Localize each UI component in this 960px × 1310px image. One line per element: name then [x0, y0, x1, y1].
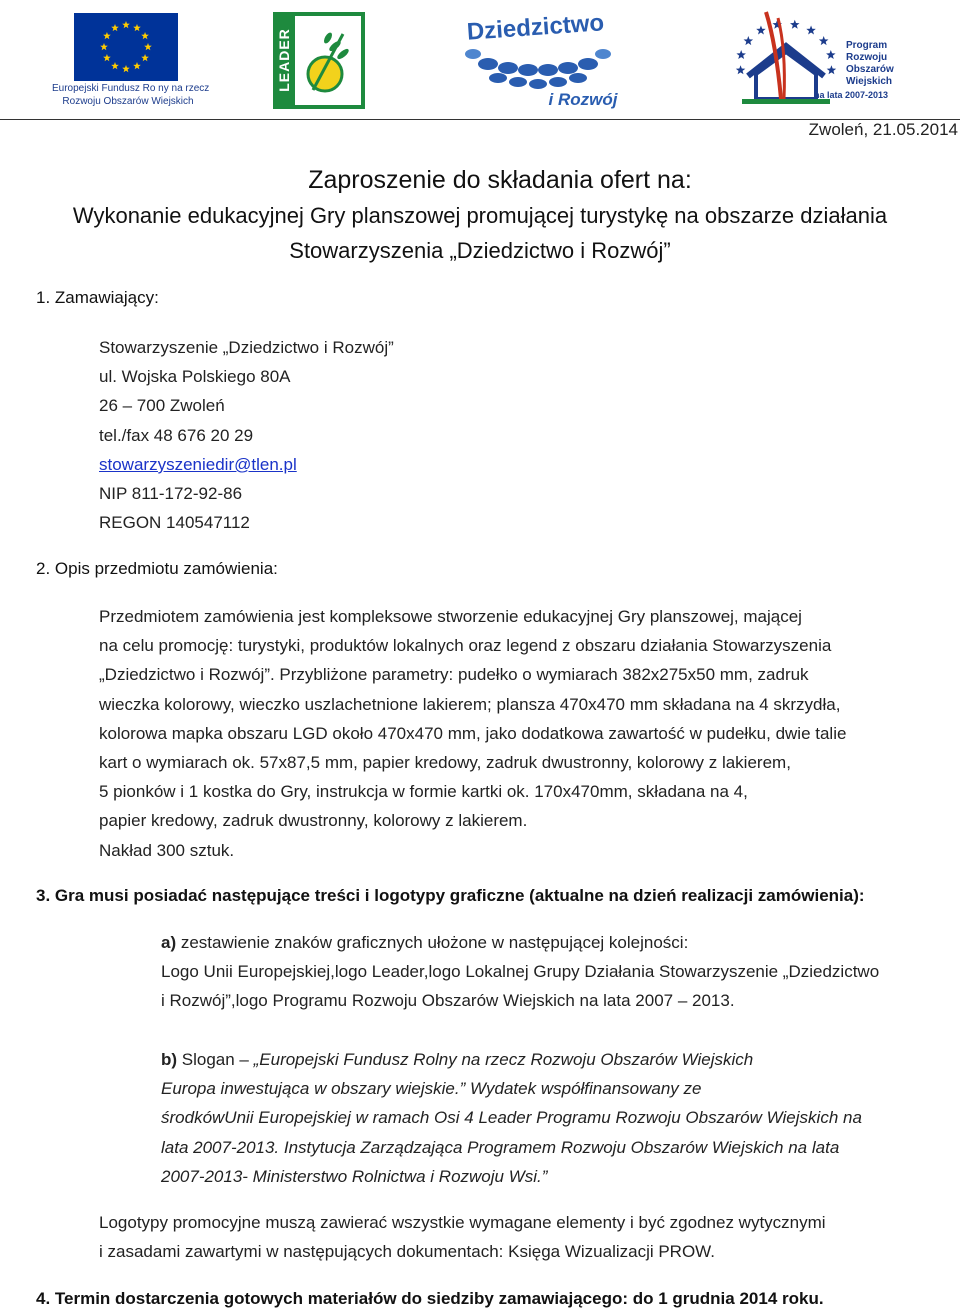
star-icon	[827, 65, 837, 74]
star-icon	[744, 36, 754, 45]
body-line: kart o wymiarach ok. 57x87,5 mm, papier kredowy, zadruk dwustronny, kolorowy z lakierem,	[99, 753, 791, 773]
body-line: Przedmiotem zamówienia jest kompleksowe stworzenie edukacyjnej Gry planszowej, mającej	[99, 607, 802, 626]
body-line: papier kredowy, zadruk dwustronny, kolorowy z lakierem.	[99, 811, 528, 831]
note-line: Logotypy promocyjne muszą zawierać wszystkie wymagane elementy i być zgodnez wytycznymi	[99, 1213, 826, 1232]
slogan-line: „Europejski Fundusz Rolny na rzecz Rozwoju Obszarów Wiejskich	[253, 1050, 754, 1069]
eu-caption-line1: Europejski Fundusz Ro ny na rzecz	[52, 83, 210, 94]
nip-line: NIP 811-172-92-86	[99, 484, 243, 504]
document-title: Zaproszenie do składania ofert na:	[308, 166, 692, 194]
contact-line: tel./fax 48 676 20 29	[99, 425, 254, 445]
item-a-text: zestawienie znaków graficznych ułożone w następującej kolejności:	[176, 933, 689, 952]
body-line: 5 pionków i 1 kostka do Gry, instrukcja w formie kartki ok. 170x470mm, składana na 4,	[99, 782, 748, 802]
item-b-label: b)	[161, 1050, 178, 1069]
body-line: „Dziedzictwo i Rozwój”. Przybliżone parametry: pudełko o wymiarach 382x275x50 mm, zadruk	[99, 665, 809, 685]
document-subtitle-line2: Stowarzyszenia „Dziedzictwo i Rozwój”	[289, 238, 671, 263]
dziedzictwo-logo	[428, 6, 643, 116]
note-line: i zasadami zawartymi w następujących dokumentach: Księga Wizualizacji PROW.	[99, 1242, 716, 1262]
prow-line2: Rozwoju	[846, 52, 888, 63]
prow-line1: Program	[846, 40, 888, 51]
regon-line: REGON 140547112	[99, 513, 250, 533]
body-line: kolorowa mapka obszaru LGD około 470x470 mm, jako dodatkowa zawartość w pudełku, dwie talie	[99, 723, 847, 743]
eu-flag-logo	[52, 10, 210, 110]
section-1-heading: 1. Zamawiający:	[36, 288, 159, 307]
body-line: na celu promocję: turystyki, produktów lokalnych oraz legend z obszaru działania Stowarzyszenia	[99, 636, 832, 656]
star-icon	[826, 50, 836, 59]
section-2-body	[99, 602, 846, 865]
prow-line5: na lata 2007-2013	[814, 90, 889, 100]
eu-caption-line2: Rozwoju Obszarów Wiejskich	[62, 96, 194, 107]
item-a-line: i Rozwój”,logo Programu Rozwoju Obszarów Wiejskich na lata 2007 – 2013.	[161, 991, 735, 1011]
section-3-heading: 3. Gra musi posiadać następujące treści i logotypy graficzne (aktualne na dzień realizacji zamówienia):	[36, 886, 865, 905]
slogan-line: 2007-2013- Ministerstwo Rolnictwa i Rozwoju Wsi.”	[161, 1166, 548, 1186]
item-b-prefix: Slogan –	[177, 1050, 254, 1069]
prow-line4: Wiejskich	[846, 76, 893, 87]
contact-line: Stowarzyszenie „Dziedzictwo i Rozwój”	[99, 338, 394, 357]
item-a-label: a)	[161, 933, 177, 952]
dziedzictwo-text-bottom: i Rozwój	[548, 90, 618, 109]
header-logos	[0, 0, 960, 120]
body-line: wieczka kolorowy, wieczko uszlachetnione lakierem; plansza 470x470 mm składana na 4 skrzydła,	[99, 694, 841, 714]
section-3a	[161, 928, 879, 1016]
prow-logo	[726, 4, 896, 114]
section-3b	[161, 1045, 862, 1191]
star-icon	[806, 25, 816, 34]
slogan-line: środkówUnii Europejskiej w ramach Osi 4 Leader Programu Rozwoju Obszarów Wiejskich na	[161, 1108, 862, 1128]
dziedzictwo-text-top: Dziedzictwo	[466, 9, 605, 46]
star-icon	[736, 50, 746, 59]
document-subtitle-line1: Wykonanie edukacyjnej Gry planszowej promującej turystykę na obszarze działania	[72, 203, 888, 228]
item-a-line: Logo Unii Europejskiej,logo Leader,logo Lokalnej Grupy Działania Stowarzyszenie „Dziedzictwo	[161, 962, 880, 982]
star-icon	[736, 65, 746, 74]
body-line: Nakład 300 sztuk.	[99, 840, 235, 860]
star-icon	[790, 20, 800, 29]
email-link[interactable]: stowarzyszeniedir@tlen.pl	[99, 454, 297, 474]
section-3-note	[99, 1208, 826, 1266]
section-2-heading: 2. Opis przedmiotu zamówienia:	[36, 559, 278, 578]
star-icon	[819, 36, 829, 45]
leader-text: LEADER	[276, 28, 292, 92]
star-icon	[756, 25, 766, 34]
prow-line3: Obszarów	[846, 64, 894, 75]
slogan-line: Europa inwestująca w obszary wiejskie.	[161, 1079, 460, 1099]
section-1-contact	[99, 333, 394, 537]
document-date: Zwoleń, 21.05.2014	[808, 120, 958, 139]
slogan-line-rest: ” Wydatek współfinansowany ze	[459, 1079, 702, 1099]
leader-logo	[273, 12, 365, 109]
slogan-line: lata 2007-2013. Instytucja Zarządzająca Programem Rozwoju Obszarów Wiejskich na lata	[161, 1137, 840, 1157]
section-4-heading: 4. Termin dostarczenia gotowych materiałów do siedziby zamawiającego: do 1 grudnia 2014 roku.	[36, 1289, 824, 1308]
contact-line: 26 – 700 Zwoleń	[99, 396, 225, 416]
contact-line: ul. Wojska Polskiego 80A	[99, 367, 291, 387]
